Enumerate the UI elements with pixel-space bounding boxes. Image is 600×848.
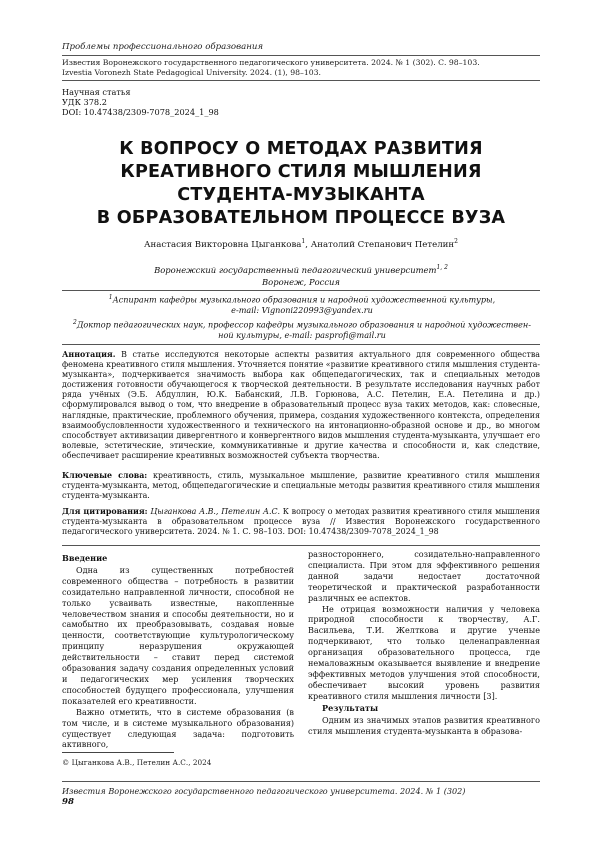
abstract — [62, 350, 540, 461]
citation-ru: Известия Воронежского государственного педагогического университета. 2024. № 1 (302). С. 98–103. — [62, 58, 480, 67]
author-2-sup: 2 — [454, 238, 458, 245]
results-heading: Результаты — [322, 702, 379, 713]
abstract-label: Аннотация. — [62, 350, 116, 359]
author-note-2 — [72, 318, 532, 341]
affiliation-university: Воронежский государственный педагогический университет — [154, 264, 437, 275]
doi[interactable]: DOI: 10.47438/2309-7078_2024_1_98 — [62, 107, 219, 118]
article-title — [62, 138, 540, 230]
udk-code: УДК 378.2 — [62, 97, 107, 108]
note-2-sup: 2 — [73, 319, 77, 326]
article-meta — [62, 87, 219, 118]
abstract-text: В статье исследуются некоторые аспекты развития актуального для современного общества феномена креативного стиля мышления. Уточняется понятие «развитие креативного стиля мышления студента-музыканта», подчеркивается значимость выбора как общепедагогических, так и специальных методов достижения готовности обучающегося к творческой деятельности. В результате исследования научных работ ряда учёных (Э.Б. Абдуллин, Ю.К. Бабанский, Л.В. Горюнова, А.С. Петелин, Е.А. Петелина и др.) сформулировался вывод о том, что внедрение в образовательный процесс вуза таких методов, как: словесные, наглядные, практические, проблемного обучения, примера, создания художественного контекста, определения взаимообусловленности художественного и технического на интонационно-образной основе и др., во многом способствует активизации дивергентного и конвергентного видов мышления студента-музыканта, улучшает его волевые, эстетические, этические, коммуникативные и другие качества и способности и, как следствие, обеспечивает расширение креативных возможностей субъекта творчества. — [62, 350, 540, 460]
copyright: © Цыганкова А.В., Петелин А.С., 2024 — [62, 758, 212, 767]
note-2-line-1: Доктор педагогических наук, профессор кафедры музыкального образования и народной художествен- — [76, 319, 531, 330]
header-rule-2 — [62, 80, 540, 81]
article-type: Научная статья — [62, 87, 131, 97]
cite-text: К вопросу о методах развития креативного стиля мышления студента-музыканта в образовательном процессе вуза // Известия Воронежского государственного педагогического университета. 2024. № 1. С. 98–103. DOI: 10.47438/2309-7078_2024_1_98 — [62, 507, 541, 537]
footnote-rule — [62, 752, 174, 753]
affiliation-sup: 1, 2 — [436, 264, 448, 271]
citation-en: Izvestia Voronezh State Pedagogical University. 2024. (1), 98–103. — [62, 68, 321, 77]
footer-rule — [62, 781, 540, 782]
authors-line — [62, 238, 540, 250]
keywords — [62, 471, 540, 501]
left-paragraph-1: Одна из существенных потребностей современного общества – потребность в развитии созидательно направленной личности, способной не только усваивать известные, накопленные человечеством знания и способы деятельности, но и самобытно их преобразовывать, создавая новые ценности, соответствующие культурологическому принципу неразрушения окружающей действительности – ставит перед системой образования задачу создания определенных условий и педагогических мер усиления творческих способностей будущего профессионала, улучшения показателей его креативности. — [62, 564, 294, 706]
keywords-text: креативность, стиль, музыкальное мышление, развитие креативного стиля мышления студента-музыканта, метод, общепедагогические и специальные методы развития креативного стиля мышления студента-музыканта. — [62, 471, 541, 501]
right-paragraph-2: Не отрицая возможности наличия у человека природной способности к творчеству, А.Г. Васильева, Т.И. Желткова и другие ученые подчеркивают, что только целенаправленная организация образовательного процесса, где немаловажным оказывается выявление и внедрение эффективных методов улучшения этой способности, обеспечивает высокий уровень развития креативного стиля мышления личности [3]. — [308, 603, 540, 701]
title-line: К ВОПРОСУ О МЕТОДАХ РАЗВИТИЯ — [119, 139, 483, 159]
note-1-sup: 1 — [108, 294, 113, 301]
right-paragraph-3: Одним из значимых этапов развития креативного стиля мышления студента-музыканта в образова- — [308, 714, 540, 736]
intro-heading: Введение — [62, 553, 108, 563]
affiliation-city: Воронеж, Россия — [262, 277, 340, 288]
author-1-sup: 1 — [301, 238, 306, 245]
header-rule — [62, 55, 540, 56]
footer-journal: Известия Воронежского государственного педагогического университета. 2024. № 1 (302) — [62, 786, 466, 796]
note-2-email[interactable]: ной культуры, e-mail: pasprofi@mail.ru — [218, 330, 386, 341]
notes-rule-top — [62, 290, 540, 291]
author-2: Анатолий Степанович Петелин — [310, 239, 455, 250]
right-column — [308, 549, 540, 736]
title-line: СТУДЕНТА-МУЗЫКАНТА — [177, 185, 425, 205]
cite-authors: Цыганкова А.В., Петелин А.С. — [147, 507, 281, 516]
keywords-label: Ключевые слова: — [62, 471, 148, 480]
author-separator: , — [305, 239, 311, 250]
author-1: Анастасия Викторовна Цыганкова — [144, 239, 302, 250]
title-line: В ОБРАЗОВАТЕЛЬНОМ ПРОЦЕССЕ ВУЗА — [96, 208, 506, 228]
notes-rule-bottom — [62, 344, 540, 345]
note-1-line-1: Аспирант кафедры музыкального образования и народной художественной культуры, — [112, 294, 496, 305]
left-paragraph-2: Важно отметить, что в системе образования (в том числе, и в системе музыкального образования) существует следующая задача: подготовить активного, — [62, 706, 294, 750]
journal-section-label: Проблемы профессионального образования — [62, 42, 264, 52]
right-paragraph-1: разностороннего, созидательно-направленного специалиста. При этом для эффективного решения данной задачи недостает достаточной теоретической и практической разработанности различных ее аспектов. — [308, 549, 540, 603]
affiliation — [62, 262, 540, 289]
how-to-cite — [62, 507, 540, 537]
page-number: 98 — [62, 797, 74, 807]
left-column — [62, 553, 294, 750]
body-rule — [62, 545, 540, 546]
title-line: КРЕАТИВНОГО СТИЛЯ МЫШЛЕНИЯ — [120, 162, 482, 182]
note-1-email[interactable]: e-mail: Vignoni220993@yandex.ru — [231, 305, 373, 316]
author-note-1 — [72, 293, 532, 316]
cite-label: Для цитирования: — [62, 507, 148, 516]
